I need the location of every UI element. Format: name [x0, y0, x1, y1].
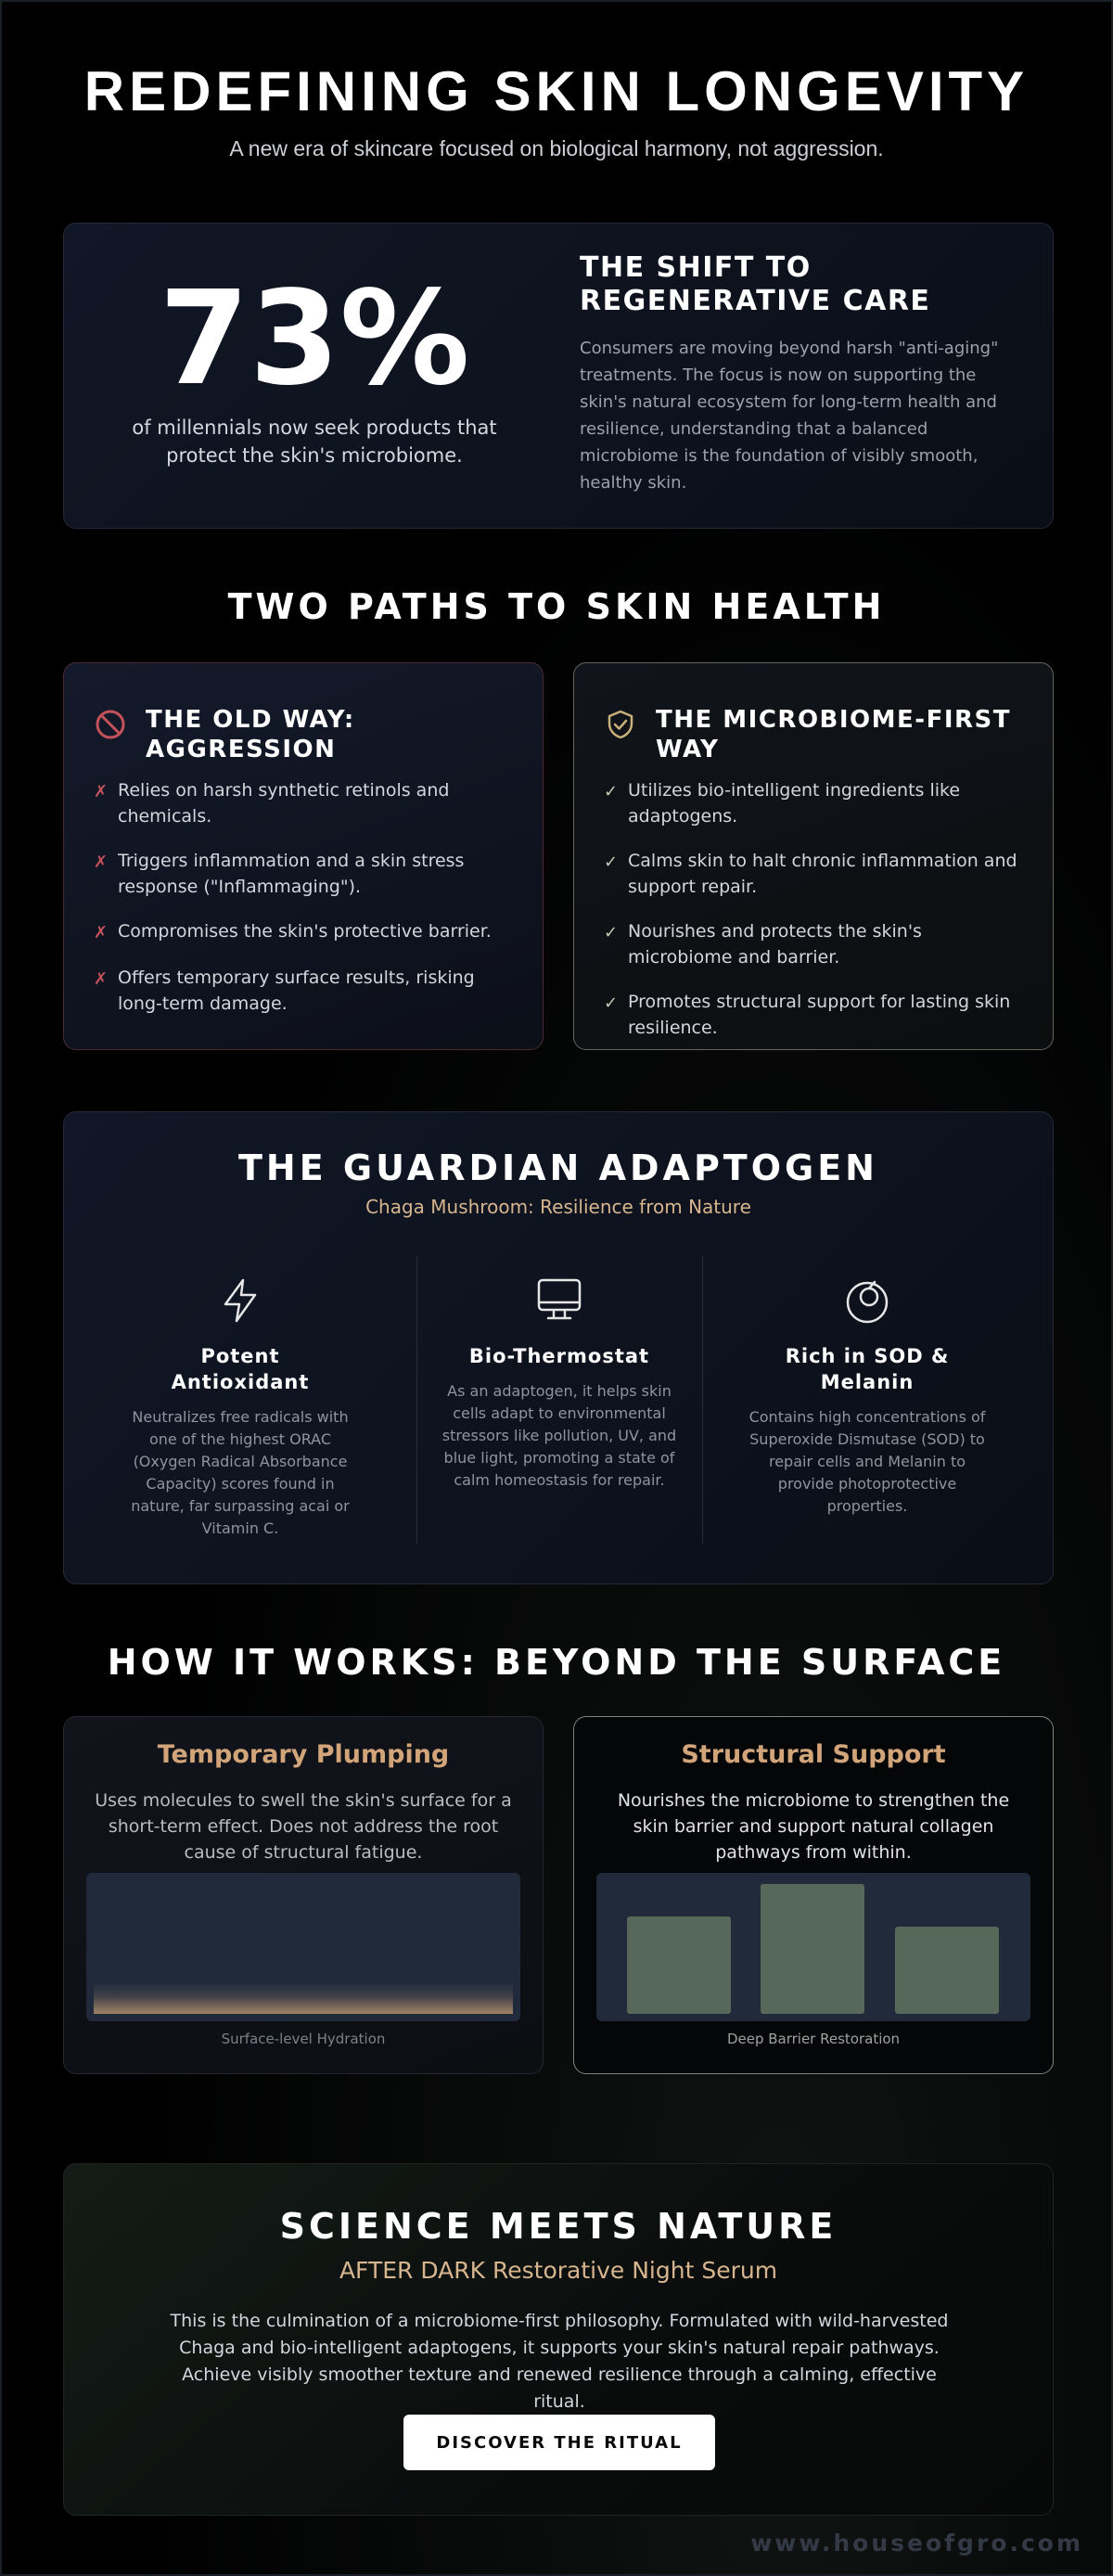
restoration-bar [761, 1884, 864, 2014]
old-way-list [94, 777, 513, 1017]
list-item: ✗ Offers temporary surface results, risking long-term damage. [94, 965, 513, 1017]
divider [416, 1256, 417, 1544]
feature-name: Rich in SOD & Melanin [785, 1345, 950, 1393]
guardian-subtitle: Chaga Mushroom: Resilience from Nature [365, 1196, 751, 1218]
science-body: This is the culmination of a microbiome-first philosophy. Formulated with wild-harvested Chaga and bio-intelligent adaptogens, it supports your skin's natural repair pathways. Achieve visibly smoother texture and renewed resilience through a calming, effective ritual. [170, 2311, 949, 2412]
temporary-plumping-card [63, 1716, 544, 2074]
list-item: ✓ Nourishes and protects the skin's microbiome and barrier. [604, 918, 1023, 970]
x-icon: ✗ [94, 782, 109, 801]
hero-subtitle: A new era of skincare focused on biological harmony, not aggression. [229, 136, 884, 160]
how-left-title: Temporary Plumping [157, 1740, 450, 1769]
science-subtitle: AFTER DARK Restorative Night Serum [339, 2257, 778, 2284]
stat-caption: of millennials now seek products that protect the skin's microbiome. [132, 417, 497, 467]
lightning-icon [214, 1275, 266, 1326]
old-way-title: THE OLD WAY: AGGRESSION [146, 706, 355, 763]
microbiome-way-title: THE MICROBIOME-FIRST WAY [656, 706, 1011, 763]
feature-desc: As an adaptogen, it helps skin cells adapt to environmental stressors like pollution, UV, and blue light, promoting a state of calm homeostasis for repair. [441, 1382, 677, 1489]
x-icon: ✗ [94, 923, 109, 942]
stat-card [63, 223, 1054, 529]
x-icon: ✗ [94, 852, 109, 872]
check-icon: ✓ [604, 782, 619, 801]
shield-check-icon [604, 708, 637, 741]
restoration-bar [627, 1916, 731, 2014]
list-item: ✗ Triggers inflammation and a skin stress response ("Inflammaging"). [94, 848, 513, 900]
check-icon: ✓ [604, 923, 619, 942]
list-item: ✗ Compromises the skin's protective barrier. [94, 918, 513, 946]
how-left-desc: Uses molecules to swell the skin's surface for a short-term effect. Does not address the root cause of structural fatigue. [95, 1790, 512, 1863]
ban-icon [94, 708, 127, 741]
how-left-caption: Surface-level Hydration [221, 2031, 386, 2047]
stat-heading: THE SHIFT TO REGENERATIVE CARE [580, 251, 931, 317]
stat-value: 73% [159, 263, 470, 415]
x-icon: ✗ [94, 969, 109, 989]
discover-ritual-button[interactable]: DISCOVER THE RITUAL [403, 2415, 715, 2470]
microbiome-way-card [573, 662, 1054, 1050]
how-right-title: Structural Support [681, 1740, 946, 1769]
check-icon: ✓ [604, 993, 619, 1013]
surface-layer [94, 1982, 513, 2014]
paths-title: TWO PATHS TO SKIN HEALTH [227, 586, 886, 627]
list-item: ✓ Utilizes bio-intelligent ingredients like adaptogens. [604, 777, 1023, 829]
check-icon: ✓ [604, 852, 619, 872]
stat-body: Consumers are moving beyond harsh "anti-aging" treatments. The focus is now on supporting the skin's natural ecosystem for long-term health and resilience, understanding that a balanced microbiome is the foundation of visibly smooth, healthy skin. [580, 339, 999, 493]
guardian-card [63, 1111, 1054, 1584]
footer-url[interactable]: www.houseofgro.com [750, 2530, 1083, 2557]
feature-desc: Contains high concentrations of Superoxide Dismutase (SOD) to repair cells and Melanin to provide photoprotective properties. [748, 1408, 986, 1515]
feature-sod-melanin [745, 1256, 990, 1518]
structural-support-card [573, 1716, 1054, 2074]
hero-title: REDEFINING SKIN LONGEVITY [83, 60, 1030, 122]
science-card [63, 2163, 1054, 2516]
old-way-card [63, 662, 544, 1050]
feature-name: Potent Antioxidant [171, 1345, 310, 1393]
guardian-title: THE GUARDIAN ADAPTOGEN [238, 1147, 878, 1188]
microbiome-way-list [604, 777, 1023, 1041]
list-item: ✓ Promotes structural support for lasting skin resilience. [604, 989, 1023, 1041]
science-title: SCIENCE MEETS NATURE [279, 2206, 838, 2247]
cell-icon [841, 1275, 893, 1326]
divider [702, 1256, 703, 1544]
list-item: ✓ Calms skin to halt chronic inflammation and support repair. [604, 848, 1023, 900]
feature-bio-thermostat [439, 1256, 680, 1492]
how-right-caption: Deep Barrier Restoration [726, 2031, 901, 2047]
surface-hydration-visual [86, 1873, 520, 2021]
feature-desc: Neutralizes free radicals with one of the highest ORAC (Oxygen Radical Absorbance Capacity) scores found in nature, far surpassing acai or Vitamin C. [131, 1408, 350, 1537]
how-right-desc: Nourishes the microbiome to strengthen the skin barrier and support natural collagen pathways from within. [617, 1790, 1010, 1863]
how-title: HOW IT WORKS: BEYOND THE SURFACE [107, 1642, 1006, 1683]
list-item: ✗ Relies on harsh synthetic retinols and chemicals. [94, 777, 513, 829]
barrier-restoration-visual [596, 1873, 1030, 2021]
monitor-icon [533, 1275, 585, 1326]
feature-antioxidant [129, 1256, 352, 1540]
restoration-bar [895, 1927, 999, 2014]
feature-name: Bio-Thermostat [468, 1345, 650, 1367]
